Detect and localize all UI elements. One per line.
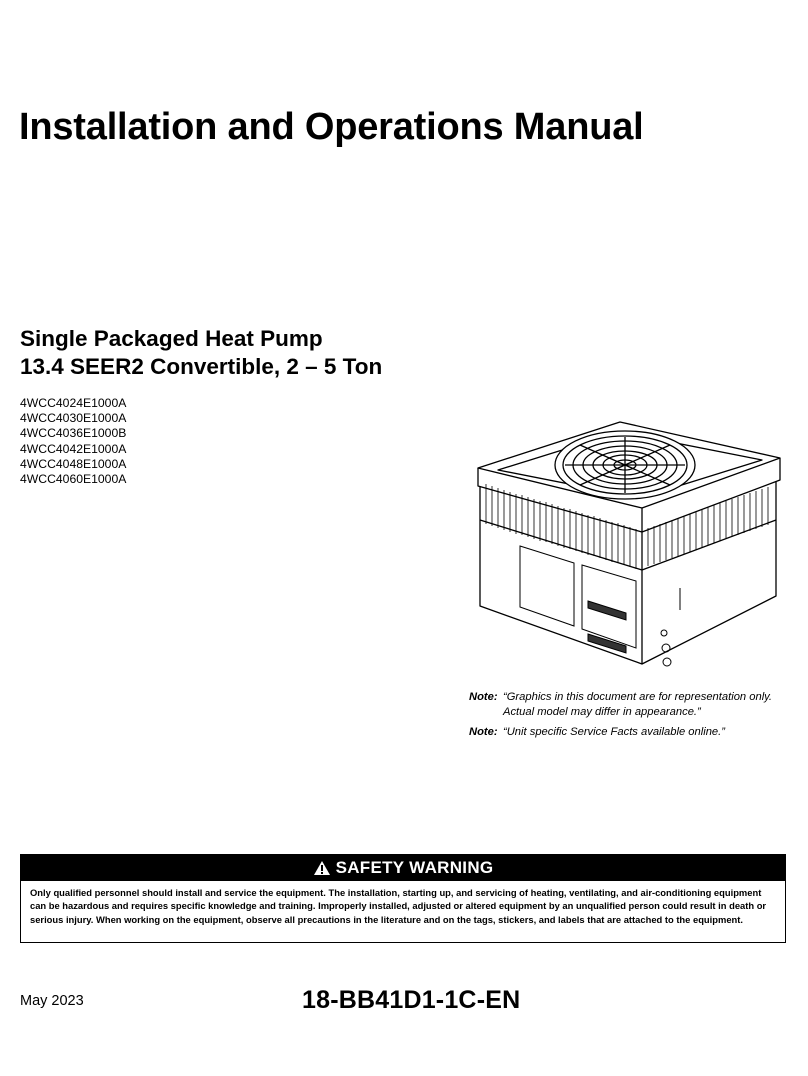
notes-block — [469, 690, 791, 746]
safety-warning-box — [20, 854, 786, 943]
note-text: “Unit specific Service Facts available online.” — [503, 726, 725, 738]
product-subtitle — [20, 325, 382, 381]
document-number: 18-BB41D1-1C-EN — [302, 986, 521, 1014]
subtitle-line-1: Single Packaged Heat Pump — [20, 326, 323, 351]
safety-warning-heading: SAFETY WARNING — [335, 858, 494, 877]
model-number: 4WCC4042E1000A — [20, 441, 127, 456]
note-label: Note: — [469, 726, 498, 738]
subtitle-line-2: 13.4 SEER2 Convertible, 2 – 5 Ton — [20, 354, 383, 379]
note-item — [469, 725, 791, 740]
safety-warning-text: Only qualified personnel should install and service the equipment. The installation, starting up, and servicing of heating, ventilating, and air-conditioning equipment can be hazardous and requires specific knowledge and training. Improperly installed, adjusted or altered equipment by an unqualified person could result in death or serious injury. When working on the equipment, observe all precautions in the literature and on the tags, stickers, and labels that are attached to the equipment. — [30, 887, 767, 925]
warning-triangle-icon — [313, 860, 331, 876]
heat-pump-unit-illustration — [470, 420, 788, 680]
manual-title: Installation and Operations Manual — [19, 106, 644, 148]
model-number: 4WCC4036E1000B — [20, 426, 127, 441]
model-number: 4WCC4060E1000A — [20, 472, 127, 487]
model-number: 4WCC4030E1000A — [20, 411, 127, 426]
publication-date: May 2023 — [20, 993, 84, 1009]
note-label: Note: — [469, 691, 498, 703]
model-list — [20, 396, 126, 487]
safety-warning-header — [21, 855, 785, 881]
model-number: 4WCC4048E1000A — [20, 456, 127, 471]
model-number: 4WCC4024E1000A — [20, 396, 127, 410]
note-item — [469, 690, 791, 719]
note-text: “Graphics in this document are for representation only. Actual model may differ in appearance.” — [503, 691, 773, 718]
